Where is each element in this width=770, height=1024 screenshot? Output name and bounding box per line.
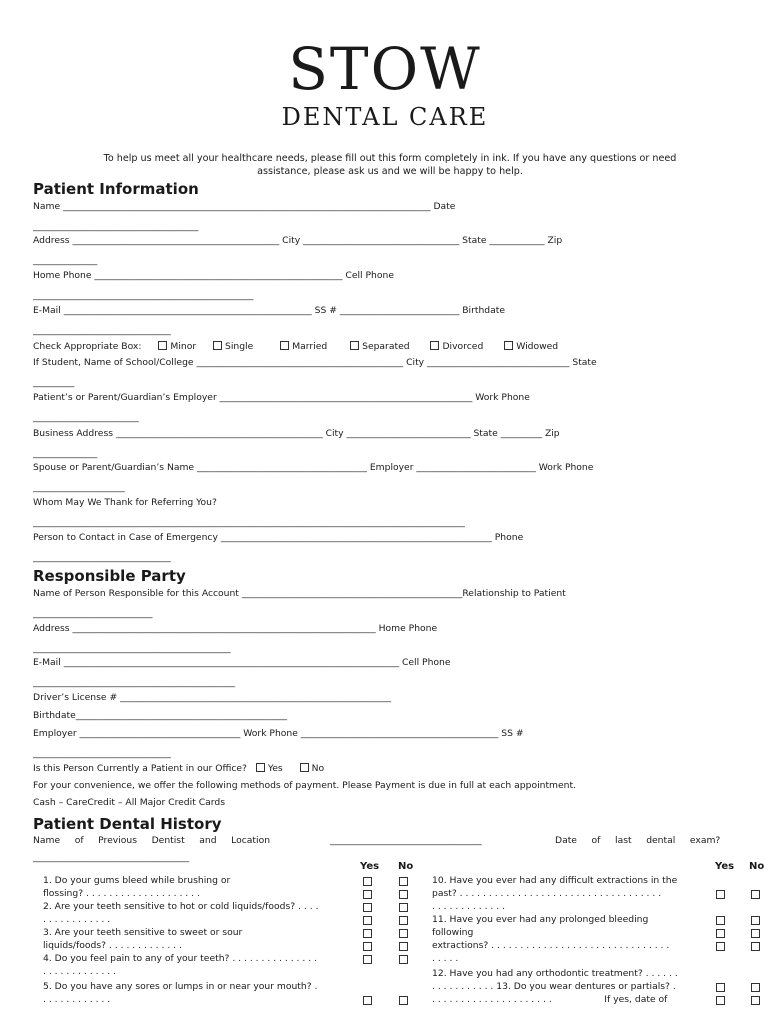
drivers-license-line[interactable]: Driver’s License # ___________________________________________________________: [33, 692, 392, 703]
question-11-cont: following: [432, 927, 474, 938]
q13-no-checkbox[interactable]: [751, 996, 760, 1005]
referral-label: Whom May We Thank for Referring You?: [33, 497, 217, 508]
q3-no-checkbox[interactable]: [399, 929, 408, 938]
current-patient-yes[interactable]: [256, 763, 283, 774]
question-13-cont: . . . . . . . . . . . . . . . . . . . . . If yes, date of: [432, 994, 668, 1005]
right-yes-header: Yes: [715, 861, 735, 872]
patient-info-heading: Patient Information: [33, 180, 199, 198]
left-yes-header: Yes: [360, 861, 380, 872]
check-label: Check Appropriate Box:: [33, 341, 142, 352]
responsible-name-line[interactable]: Name of Person Responsible for this Account ________________________________________________Relationship to Patient: [33, 588, 566, 599]
responsible-cell-blank[interactable]: ____________________________________________: [33, 677, 236, 688]
question-5-cont: . . . . . . . . . . . .: [43, 994, 111, 1005]
responsible-employer-line[interactable]: Employer ___________________________________ Work Phone ___________________________________________ SS #: [33, 728, 524, 739]
business-zip-blank[interactable]: ______________: [33, 448, 98, 459]
question-4-cont: . . . . . . . . . . . . .: [43, 966, 117, 977]
question-1-cont: flossing? . . . . . . . . . . . . . . . . . . . .: [43, 888, 200, 899]
q1-yes-checkbox[interactable]: [363, 877, 372, 886]
birthdate-blank[interactable]: ______________________________: [33, 325, 171, 336]
q2-no-checkbox[interactable]: [399, 903, 408, 912]
checkbox[interactable]: [430, 341, 439, 350]
school-line[interactable]: If Student, Name of School/College _____________________________________________ City _______________________________ State: [33, 357, 597, 368]
responsible-party-heading: Responsible Party: [33, 567, 186, 585]
question-2: 2. Are your teeth sensitive to hot or cold liquids/foods? . . . .: [43, 901, 319, 912]
right-no-header: No: [749, 861, 765, 872]
check-minor-label: Minor: [170, 341, 197, 352]
last-exam-label: Date of last dental exam?: [555, 835, 721, 846]
responsible-home-phone-blank[interactable]: ___________________________________________: [33, 643, 231, 654]
previous-dentist-text: Name of Previous Dentist and Location: [33, 835, 271, 846]
question-3-cont: liquids/foods? . . . . . . . . . . . . .: [43, 940, 182, 951]
responsible-ss-blank[interactable]: ______________________________: [33, 748, 171, 759]
emergency-phone-blank[interactable]: ______________________________: [33, 552, 171, 563]
cell-phone-blank[interactable]: ________________________________________________: [33, 290, 254, 301]
check-minor[interactable]: [158, 341, 196, 352]
q11b-yes-checkbox[interactable]: [716, 929, 725, 938]
check-divorced[interactable]: [430, 341, 483, 352]
q2b-yes-checkbox[interactable]: [363, 916, 372, 925]
question-1: 1. Do your gums bleed while brushing or: [43, 875, 231, 886]
logo-subtitle: DENTAL CARE: [281, 103, 489, 131]
checkbox[interactable]: [280, 341, 289, 350]
q3b-no-checkbox[interactable]: [399, 942, 408, 951]
check-widowed[interactable]: [504, 341, 558, 352]
checkbox[interactable]: [504, 341, 513, 350]
check-single-label: Single: [225, 341, 254, 352]
yes-label: Yes: [267, 763, 283, 774]
home-phone-line[interactable]: Home Phone ______________________________________________________ Cell Phone: [33, 270, 394, 281]
previous-dentist-blank[interactable]: _________________________________: [330, 835, 482, 846]
question-11-cont2: extractions? . . . . . . . . . . . . . . . . . . . . . . . . . . . . . . .: [432, 940, 670, 951]
question-3: 3. Are your teeth sensitive to sweet or sour: [43, 927, 243, 938]
q10-no-checkbox[interactable]: [751, 890, 760, 899]
intro-text: To help us meet all your healthcare needs, please fill out this form completely in ink. If you have any questions or need assistance, please ask us and we will be happy to help.: [103, 153, 677, 177]
referral-blank[interactable]: ______________________________________________________________________________________________: [33, 517, 465, 528]
payment-note: For your convenience, we offer the following methods of payment. Please Payment is due in full at each appointment.: [33, 780, 576, 791]
q12-yes-checkbox[interactable]: [716, 983, 725, 992]
q11c-no-checkbox[interactable]: [751, 942, 760, 951]
responsible-email-line[interactable]: E-Mail _________________________________________________________________________ Cell Phone: [33, 657, 451, 668]
q11-no-checkbox[interactable]: [751, 916, 760, 925]
spouse-work-phone-blank[interactable]: ____________________: [33, 482, 125, 493]
check-separated[interactable]: [350, 341, 409, 352]
check-separated-label: Separated: [362, 341, 410, 352]
emergency-contact-line[interactable]: Person to Contact in Case of Emergency ___________________________________________________________ Phone: [33, 532, 524, 543]
current-patient-question: Is this Person Currently a Patient in our Office?: [33, 763, 247, 774]
q2b-no-checkbox[interactable]: [399, 916, 408, 925]
business-address-line[interactable]: Business Address _____________________________________________ City ___________________________ State _________ Zip: [33, 428, 560, 439]
date-blank[interactable]: ____________________________________: [33, 221, 199, 232]
checkbox[interactable]: [300, 763, 309, 772]
school-state-blank[interactable]: _________: [33, 377, 75, 388]
check-married-label: Married: [292, 341, 328, 352]
check-box-row: [33, 341, 572, 353]
q3b-yes-checkbox[interactable]: [363, 942, 372, 951]
q1-no-checkbox[interactable]: [399, 877, 408, 886]
payment-methods: Cash – CareCredit – All Major Credit Cards: [33, 797, 225, 808]
check-divorced-label: Divorced: [442, 341, 484, 352]
email-ss-line[interactable]: E-Mail ______________________________________________________ SS # __________________________ Birthdate: [33, 305, 506, 316]
stow-dental-logo: [0, 35, 770, 131]
q11-yes-checkbox[interactable]: [716, 916, 725, 925]
question-4: 4. Do you feel pain to any of your teeth? . . . . . . . . . . . . . . .: [43, 953, 318, 964]
q5-no-checkbox[interactable]: [399, 996, 408, 1005]
work-phone-blank[interactable]: _______________________: [33, 412, 139, 423]
q3-yes-checkbox[interactable]: [363, 929, 372, 938]
no-label: No: [311, 763, 325, 774]
left-no-header: No: [398, 861, 414, 872]
question-11: 11. Have you ever had any prolonged bleeding: [432, 914, 649, 925]
q1b-yes-checkbox[interactable]: [363, 890, 372, 899]
q10-yes-checkbox[interactable]: [716, 890, 725, 899]
zip-blank[interactable]: ______________: [33, 255, 98, 266]
q4-yes-checkbox[interactable]: [363, 955, 372, 964]
q13-yes-checkbox[interactable]: [716, 996, 725, 1005]
check-single[interactable]: [213, 341, 253, 352]
question-5: 5. Do you have any sores or lumps in or near your mouth? .: [43, 981, 318, 992]
q5-yes-checkbox[interactable]: [363, 996, 372, 1005]
employer-line[interactable]: Patient’s or Parent/Guardian’s Employer _______________________________________________________ Work Phone: [33, 392, 530, 403]
spouse-line[interactable]: Spouse or Parent/Guardian’s Name _____________________________________ Employer __________________________ Work Phone: [33, 462, 594, 473]
dental-history-heading: Patient Dental History: [33, 815, 222, 833]
question-10: 10. Have you ever had any difficult extractions in the: [432, 875, 678, 886]
responsible-birthdate-line[interactable]: Birthdate______________________________________________: [33, 710, 288, 721]
check-widowed-label: Widowed: [516, 341, 559, 352]
checkbox[interactable]: [213, 341, 222, 350]
q11c-yes-checkbox[interactable]: [716, 942, 725, 951]
question-10-dots: . . . . . . . . . . . . .: [432, 901, 506, 912]
current-patient-no[interactable]: [300, 763, 325, 774]
q4-no-checkbox[interactable]: [399, 955, 408, 964]
q12-no-checkbox[interactable]: [751, 983, 760, 992]
checkbox[interactable]: [350, 341, 359, 350]
question-10-cont: past? . . . . . . . . . . . . . . . . . . . . . . . . . . . . . . . . . . .: [432, 888, 662, 899]
q11b-no-checkbox[interactable]: [751, 929, 760, 938]
checkbox[interactable]: [256, 763, 265, 772]
logo-wordmark: STOW: [288, 35, 482, 103]
name-date-line[interactable]: Name ________________________________________________________________________________ Date: [33, 201, 456, 212]
q2-yes-checkbox[interactable]: [363, 903, 372, 912]
previous-dentist-label: [33, 835, 270, 847]
question-12: 12. Have you had any orthodontic treatment? . . . . . .: [432, 968, 678, 979]
q1b-no-checkbox[interactable]: [399, 890, 408, 899]
checkbox[interactable]: [158, 341, 167, 350]
question-13: . . . . . . . . . . . 13. Do you wear dentures or partials? .: [432, 981, 676, 992]
question-2-cont: . . . . . . . . . . . .: [43, 914, 111, 925]
current-patient-row: [33, 763, 324, 775]
relationship-blank[interactable]: __________________________: [33, 608, 153, 619]
check-married[interactable]: [280, 341, 327, 352]
last-exam-blank[interactable]: __________________________________: [33, 852, 190, 863]
responsible-address-line[interactable]: Address __________________________________________________________________ Home Phone: [33, 623, 438, 634]
question-11-dots: . . . . .: [432, 953, 459, 964]
address-line[interactable]: Address _____________________________________________ City __________________________________ State ____________ Zip: [33, 235, 563, 246]
